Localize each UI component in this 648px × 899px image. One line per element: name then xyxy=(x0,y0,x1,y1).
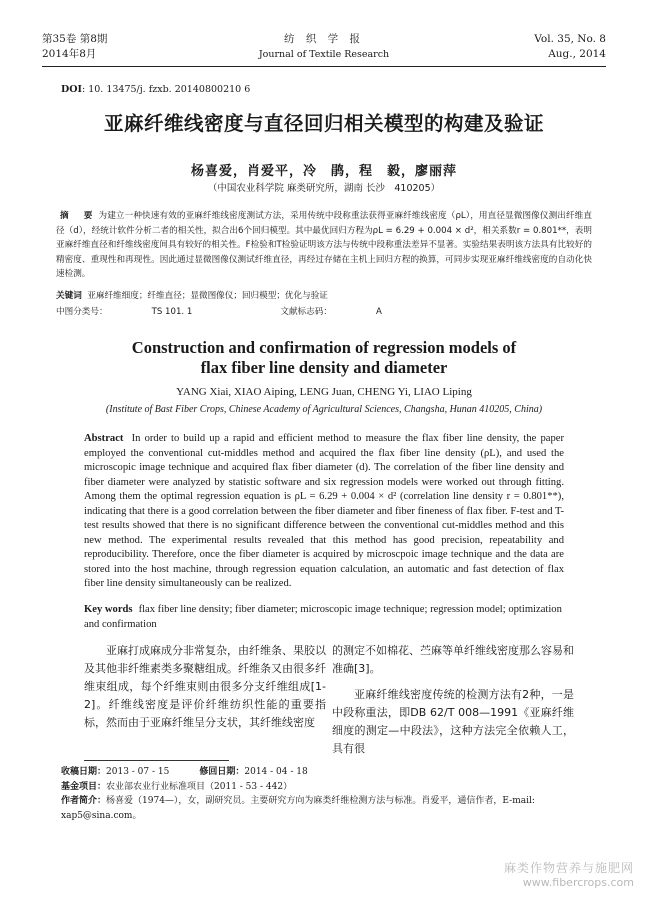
authors-cn: 杨喜爱，肖爱平，冷 鹃，程 毅，廖丽萍 xyxy=(190,164,457,179)
body-left-column: 亚麻打成麻成分非常复杂，由纤维条、果胶以及其他非纤维素类多聚糖组成。纤维条又由很多纤维束组成，每个纤维束则由很多分支纤维组成[1-2]。纤维线密度是评价纤维纺织性能的重要指标，然而由于亚麻纤维呈分支状，其纤维线密度 xyxy=(84,644,326,729)
keywords-cn: 关键词 亚麻纤维细度；纤维直径；显微图像仪；回归模型；优化与验证 xyxy=(56,291,328,301)
abstract-cn: 摘 要为建立一种快速有效的亚麻纤维线密度测试方法，采用传统中段称重法获得亚麻纤维线密度（ρL），用直径显微图像仪测出纤维直径（d），经统计软件分析二者的相关性，拟合出6个回归模型。其中最优回归方程为ρL = 6.29 + 0.004 × d²，相关系数r = 0.801**，表明亚麻纤维直径和纤维线密度间具有较好的相关性。F检验和T检验证明该方法与传统中段称重法差异不显著。实验结果表明该方法具有比较好的精密度、重现性和再现性。因此通过显微图像仪测试纤维直径，再经过存储在主机上回归方程的换算，可同步实现亚麻纤维线密度的自动化快速检测。 xyxy=(56,211,592,280)
volume-issue: 第35卷 第8期 2014年8月 xyxy=(42,33,108,60)
body-paragraph: 亚麻纤维线密度传统的检测方法有2种，一是中段称重法，即DB 62/T 008—1991《亚麻纤维细度的测定—中段法》，这种方法完全依赖人工，具有很 xyxy=(332,688,574,755)
watermark: 麻类作物营养与施肥网 www.fibercrops.com xyxy=(503,861,634,889)
footnote-fund: 基金项目：农业部农业行业标准项目（2011 - 53 - 442） xyxy=(61,782,293,792)
doi: DOI: 10. 13475/j. fzxb. 20140800210 6 xyxy=(61,84,251,95)
footnote-rule xyxy=(84,760,229,761)
journal-name: 纺 织 学 报 Journal of Textile Research xyxy=(258,33,390,60)
abstract-en: Abstract In order to build up a rapid and efficient method to measure the flax fiber line density, the paper employed the conventional cut-middles method and acquired the flax fiber line density (ρL), and used the microscopic image technique and acquired flax fiber diameter (d). The correlation of the fiber line density and fiber diameter were analyzed by statistic software and six regression models were worked out through fitting. Among them the optimal regression equation is ρL = 6.29 + 0.004 × d² (correlation line density r = 0.801**), indicating that there is a good correlation between the fiber diameter and fiber fineness of flax fiber. F-test and T-test results showed that there is no significant difference between the conventional cut-middles method and this new method. The experimental results revealed that this method has good precision, repeatability and reproducibility. Therefore, once the fiber diameter is acquired by microscpoic image technique and the data are stored into the host machine, through regression equation calculation, an automatic and fast detection of flax fiber line density simultaneously can be realized. xyxy=(84,433,564,590)
title-en: Construction and confirmation of regression models of flax fiber line density and diameter xyxy=(131,338,517,377)
volume-issue-en: Vol. 35, No. 8 Aug., 2014 xyxy=(534,33,606,60)
authors-en: YANG Xiai, XIAO Aiping, LENG Juan, CHENG Yi, LIAO Liping xyxy=(176,386,472,398)
body-paragraph: 的测定不如棉花、苎麻等单纤维线密度那么容易和准确[3]。 xyxy=(332,644,574,675)
classification: 中图分类号： TS 101. 1 文献标志码： A xyxy=(56,307,382,317)
page-header xyxy=(42,24,606,64)
footnote-author: 作者简介：杨喜爱（1974—），女，副研究员。主要研究方向为麻类纤维检测方法与标准。肖爱平，通信作者，E-mail: xap5@sina.com。 xyxy=(61,796,535,821)
affiliation-en: (Institute of Bast Fiber Crops, Chinese Academy of Agricultural Sciences, Changsha, Hunan 410205, China) xyxy=(105,404,543,415)
footnote-dates: 收稿日期：2013 - 07 - 15 修回日期：2014 - 04 - 18 xyxy=(61,767,308,777)
keywords-en: Key words flax fiber line density; fiber diameter; microscopic image technique; regression model; optimization and confirmation xyxy=(84,604,562,630)
body-right-column xyxy=(332,642,574,758)
title-cn: 亚麻纤维线密度与直径回归相关模型的构建及验证 xyxy=(103,112,544,135)
affiliation-cn: （中国农业科学院 麻类研究所，湖南 长沙 410205） xyxy=(207,183,441,194)
header-rule xyxy=(42,66,606,67)
